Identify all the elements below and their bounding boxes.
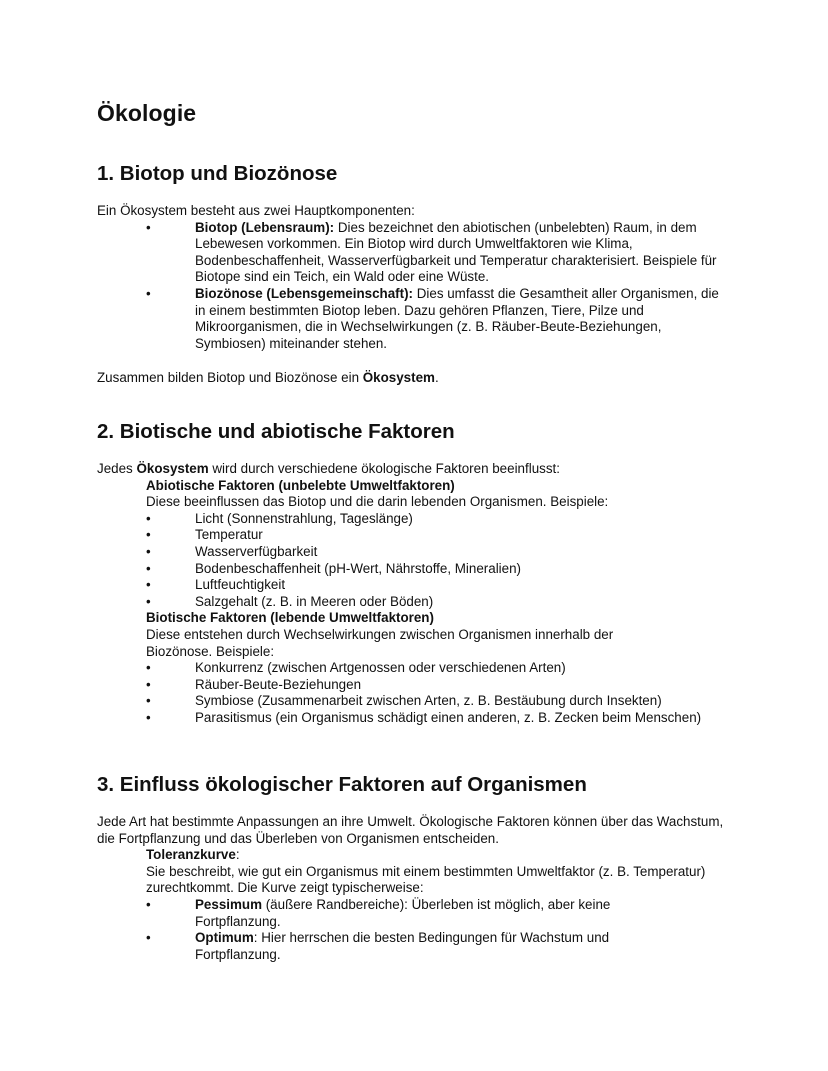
definition: (äußere Randbereiche): Überleben ist möglich, aber keine Fortpflanzung. (195, 896, 611, 929)
list-item (97, 897, 675, 930)
curve-description: Sie beschreibt, wie gut ein Organismus mit einem bestimmten Umweltfaktor (z. B. Temperatur) zurechtkommt. Die Kurve zeigt typischerweise: (146, 863, 706, 896)
term: Biozönose (Lebensgemeinschaft): (195, 285, 413, 301)
summary-end: . (434, 370, 439, 385)
section-3-body (97, 814, 737, 963)
section-1-intro: Ein Ökosystem besteht aus zwei Hauptkomponenten: (97, 203, 415, 218)
section-1-list (97, 220, 737, 353)
section-3-intro: Jede Art hat bestimmte Anpassungen an ihre Umwelt. Ökologische Faktoren können über das Wachstum, die Fortpflanzung und das Überleben von Organismen entscheiden. (97, 814, 724, 846)
section-1-summary (97, 370, 737, 387)
term: Pessimum (195, 896, 262, 912)
section-2-intro (97, 461, 737, 478)
list-item: • Temperatur (97, 527, 737, 544)
intro-text-end: wird durch verschiedene ökologische Faktoren beeinflusst: (208, 461, 560, 476)
page-title: Ökologie (97, 100, 197, 126)
list-item: • Luftfeuchtigkeit (97, 577, 737, 594)
intro-text: Jedes (97, 461, 137, 476)
curve-title-colon: : (235, 847, 240, 863)
section-1-body (97, 203, 737, 352)
abiotic-list (97, 511, 737, 611)
definition: Dies bezeichnet den abiotischen (unbelebten) Raum, in dem Lebewesen vorkommen. Ein Biotop wird durch Umweltfaktoren wie Klima, Bodenbeschaffenheit, Wasserverfügbarkeit und Temperatur charakterisiert. Beispiele für Biotope sind ein Teich, ein Wald oder eine Wüste. (195, 219, 717, 285)
intro-bold: Ökosystem (136, 461, 209, 476)
abiotic-description: Diese beeinflussen das Biotop und die darin lebenden Organismen. Beispiele: (146, 494, 609, 510)
summary-text: Zusammen bilden Biotop und Biozönose ein (97, 370, 363, 385)
definition: : Hier herrschen die besten Bedingungen für Wachstum und Fortpflanzung. (195, 930, 610, 962)
abiotic-title (146, 478, 737, 495)
section-2-body (97, 461, 737, 727)
biotic-list (97, 660, 737, 726)
curve-title-text: Toleranzkurve (146, 847, 236, 863)
biotic-title-text: Biotische Faktoren (lebende Umweltfaktoren) (146, 610, 434, 626)
list-item: • Symbiose (Zusammenarbeit zwischen Arten, z. B. Bestäubung durch Insekten) (97, 693, 737, 710)
biotic-title (146, 610, 737, 627)
curve-list (97, 897, 737, 963)
section-2-heading: 2. Biotische und abiotische Faktoren (97, 420, 455, 443)
list-item: • Bodenbeschaffenheit (pH-Wert, Nährstoffe, Mineralien) (97, 561, 737, 578)
list-item: • Wasserverfügbarkeit (97, 544, 737, 561)
biotic-description: Diese entstehen durch Wechselwirkungen zwischen Organismen innerhalb der Biozönose. Beispiele: (146, 626, 614, 659)
definition: Dies umfasst die Gesamtheit aller Organismen, die in einem bestimmten Biotop leben. Dazu gehören Pflanzen, Tiere, Pilze und Mikroorganismen, die in Wechselwirkungen (z. B. Räuber-Beute-Beziehungen, Symbiosen) miteinander stehen. (195, 285, 719, 351)
section-3-heading: 3. Einfluss ökologischer Faktoren auf Organismen (97, 773, 587, 796)
list-item: • Licht (Sonnenstrahlung, Tageslänge) (97, 511, 737, 528)
list-item: • Parasitismus (ein Organismus schädigt einen anderen, z. B. Zecken beim Menschen) (97, 710, 705, 727)
term: Biotop (Lebensraum): (195, 219, 335, 235)
list-item: • Räuber-Beute-Beziehungen (97, 677, 737, 694)
section-1-heading: 1. Biotop und Biozönose (97, 162, 338, 185)
list-item (97, 286, 731, 352)
list-item: • Konkurrenz (zwischen Artgenossen oder verschiedenen Arten) (97, 660, 737, 677)
list-item (97, 930, 675, 963)
curve-title (146, 847, 737, 864)
abiotic-title-text: Abiotische Faktoren (unbelebte Umweltfaktoren) (146, 477, 455, 493)
list-item: • Salzgehalt (z. B. in Meeren oder Böden) (97, 594, 737, 611)
summary-bold: Ökosystem (362, 370, 435, 385)
term: Optimum (195, 930, 254, 946)
list-item (97, 220, 731, 286)
